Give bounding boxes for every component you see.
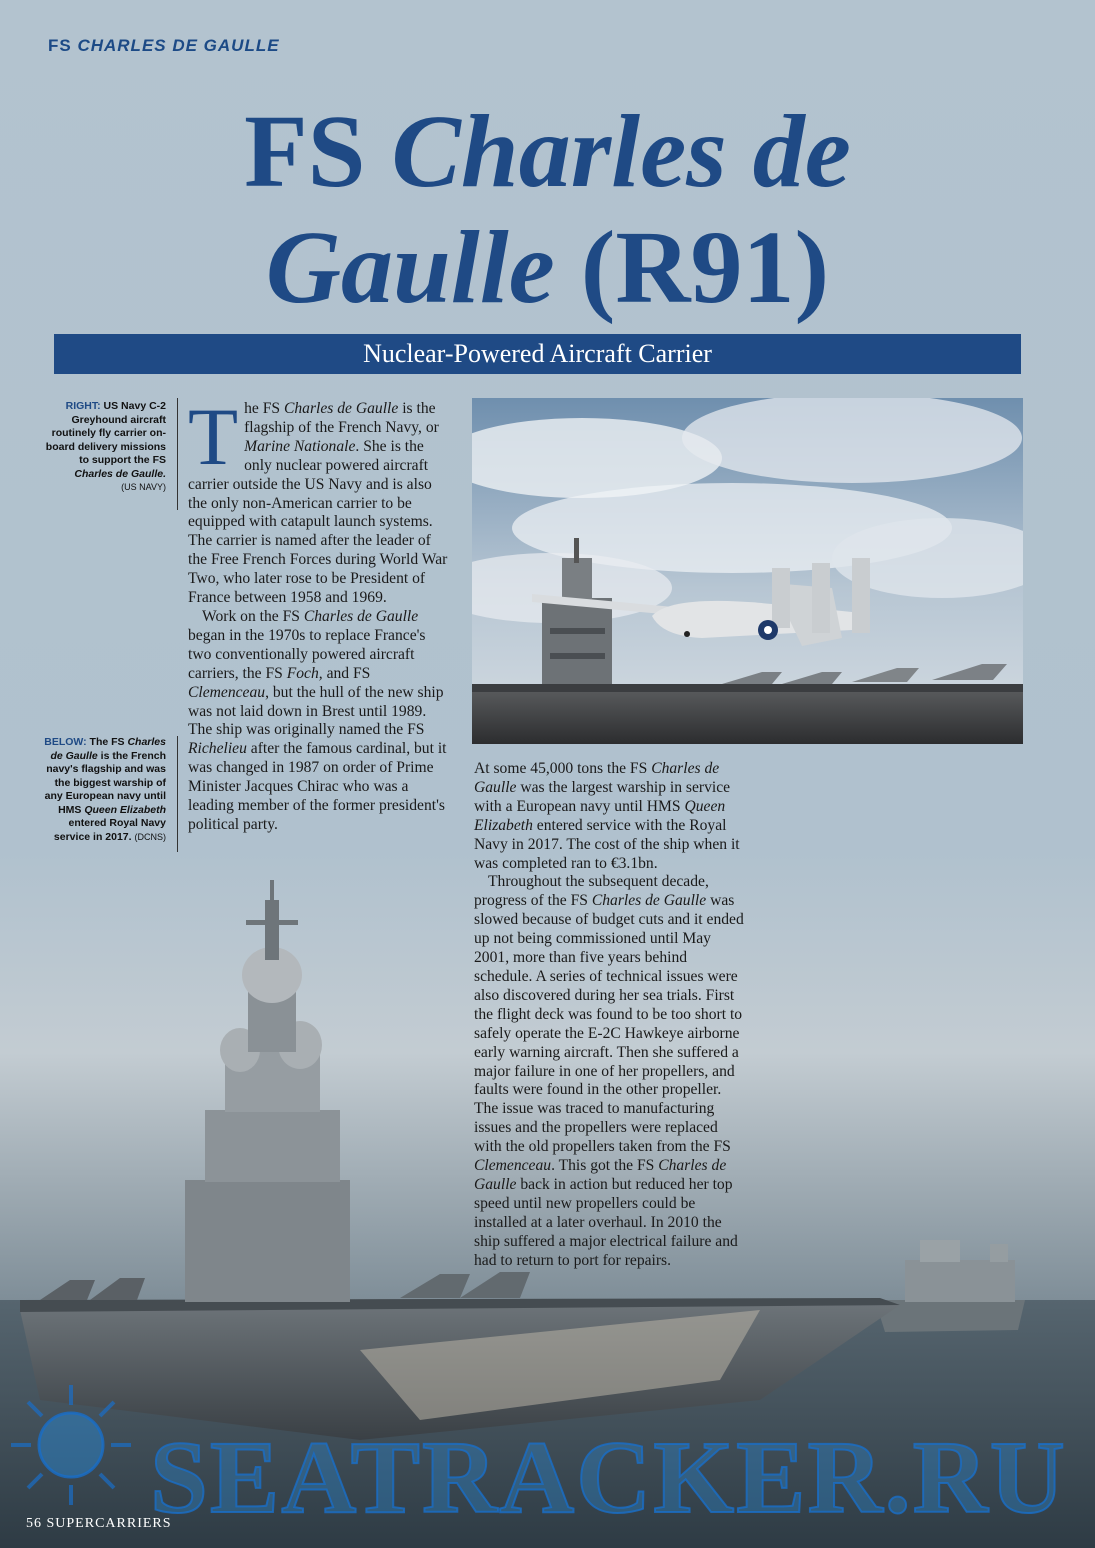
photo-credit: (DCNS) (134, 831, 166, 842)
photo-greyhound-launch (472, 398, 1023, 744)
caption-below: BELOW: The FS Charles de Gaulle is the French navy's flagship and was the biggest warship of any European navy until HMS Queen Elizabeth entered Royal Navy service in 2017. (DCNS) (44, 736, 166, 843)
photo-credit: (US NAVY) (121, 482, 166, 492)
body-column-1 (188, 391, 450, 835)
paragraph: The FS Charles de Gaulle is the flagship of the French Navy, or Marine Nationale. She is the only nuclear powered aircraft carrier outside the US Navy and is also the only non-American carrier to be equipped with catapult launch systems. The carrier is named after the leader of the Free French Forces during World War Two, who later rose to be President of France between 1958 and 1969. (188, 391, 448, 607)
page-title-line-1: FS Charles de (244, 94, 851, 209)
caption-rule (177, 736, 178, 852)
paragraph: Throughout the subsequent decade, progress of the FS Charles de Gaulle was slowed because of budget cuts and it ended up not being commissioned until May 2001, more than five years behind schedule. A series of technical issues were also discovered during her sea trials. First the flight deck was found to be too short to safely operate the E-2C Hawkeye airborne early warning aircraft. Then she suffered a major failure in one of her propellers, and faults were found in the other propeller. The issue was traced to manufacturing issues and the propellers were replaced with the old propellers taken from the FS Clemenceau. This got the FS Charles de Gaulle back in action but reduced her top speed until new propellers could be installed at a later overhaul. In 2010 the ship suffered a major electrical failure and had to return to port for repairs. (474, 873, 744, 1269)
caption-right: RIGHT: US Navy C-2 Greyhound aircraft routinely fly carrier on-board delivery missions to support the FS Charles de Gaulle. (US NAVY) (40, 400, 166, 495)
caption-rule (177, 398, 178, 510)
page-folio: 56 SUPERCARRIERS (26, 1516, 172, 1531)
subtitle-banner: Nuclear-Powered Aircraft Carrier (54, 334, 1021, 374)
watermark: SEATRACKER.RU (150, 1420, 1067, 1535)
running-head: FS CHARLES DE GAULLE (48, 36, 280, 55)
sun-logo-icon (6, 1380, 136, 1510)
drop-cap: T (188, 391, 239, 482)
page-title-line-2: Gaulle (R91) (265, 210, 830, 325)
paragraph: At some 45,000 tons the FS Charles de Gaulle was the largest warship in service with a European navy until HMS Queen Elizabeth entered service with the Royal Navy in 2017. The cost of the ship when it was completed ran to €3.1bn. (474, 760, 740, 872)
paragraph: Work on the FS Charles de Gaulle began in the 1970s to replace France's two conventionally powered aircraft carriers, the FS Foch, and FS Clemenceau, but the hull of the new ship was not laid down in Brest until 1989. The ship was originally named the FS Richelieu after the famous cardinal, but it was changed in 1987 on order of Prime Minister Jacques Chirac who was a leading member of the former president's political party. (188, 607, 447, 833)
